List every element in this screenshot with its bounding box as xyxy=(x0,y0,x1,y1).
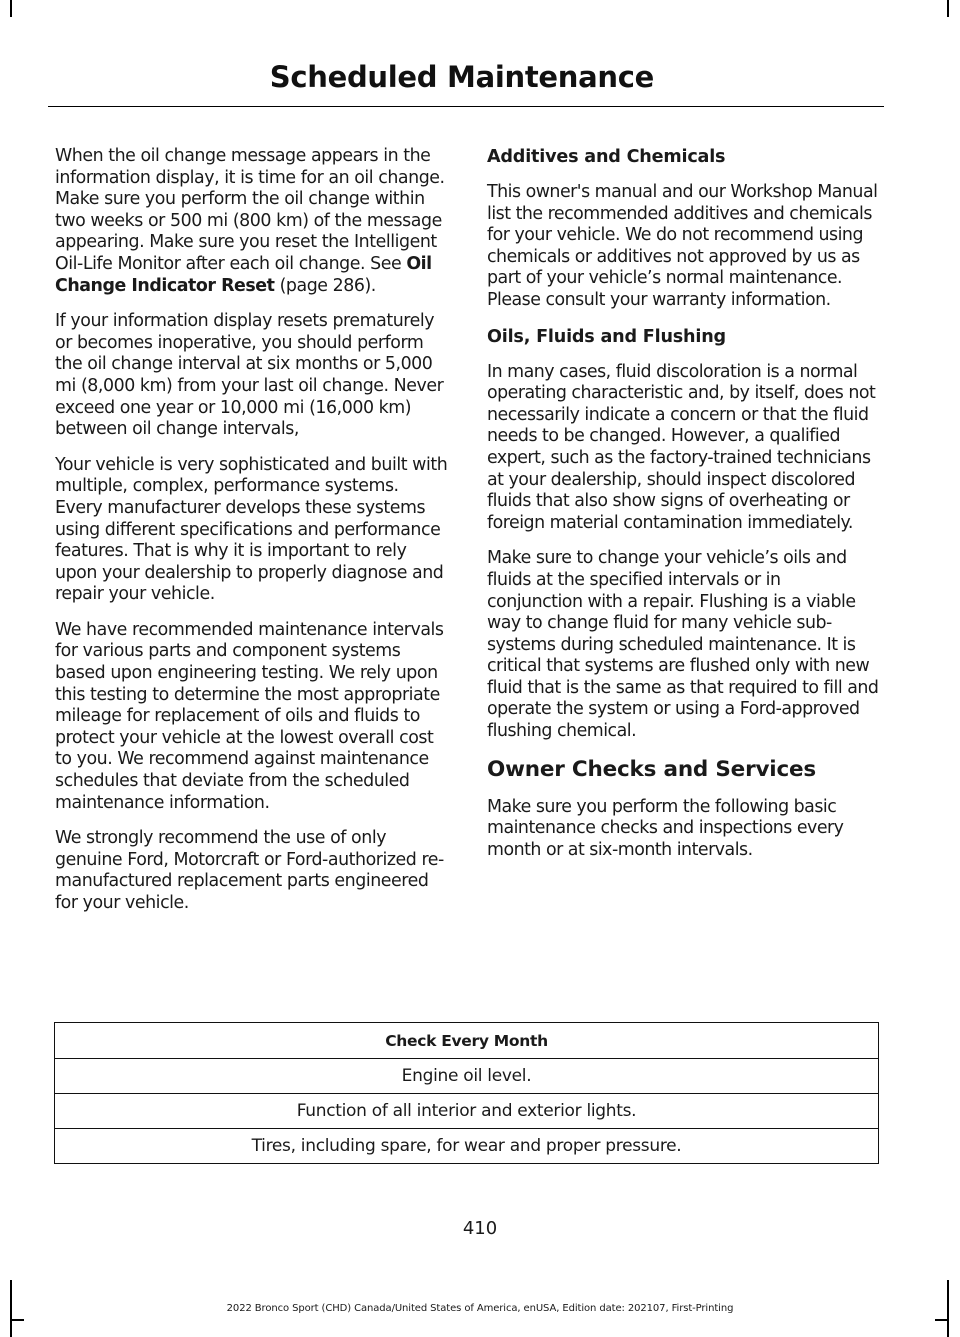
sophisticated-vehicle-paragraph: Your vehicle is very sophisticated and built with multiple, complex, performance systems. Every manufacturer develops these systems using different specifications and performance features. That is why it is important to rely upon your dealership to properly diagnose and repair your vehicle. xyxy=(55,454,448,605)
page-title: Scheduled Maintenance xyxy=(269,60,654,94)
oils-paragraph-1: In many cases, fluid discoloration is a normal operating characteristic and, by itself, does not necessarily indicate a concern or that the fluid needs to be changed. However, a qualified expert, such as the factory-trained technicians at your dealership, should inspect discolored fluids that also show signs of overheating or foreign material contamination immediately. xyxy=(487,361,876,533)
check-every-month-table xyxy=(54,1022,879,1164)
page-number: 410 xyxy=(462,1218,498,1239)
additives-paragraph: This owner's manual and our Workshop Manual list the recommended additives and chemicals for your vehicle. We do not recommend using chemicals or additives not approved by us as part of your vehicle’s normal maintenance. Please consult your warranty information. xyxy=(487,182,878,310)
crop-mark-top-right-v xyxy=(947,0,949,17)
display-reset-paragraph: If your information display resets prematurely or becomes inoperative, you should perform the oil change interval at six months or 5,000 mi (8,000 km) from your last oil change. Never exceed one year or 10,000 mi (16,000 km) between oil change intervals, xyxy=(55,311,444,440)
right-column xyxy=(487,146,879,875)
table-cell: Tires, including spare, for wear and proper pressure. xyxy=(55,1129,879,1164)
table-header-row xyxy=(55,1023,879,1059)
additives-heading: Additives and Chemicals xyxy=(487,147,726,167)
crop-mark-bottom-right-h xyxy=(935,1319,949,1321)
table-row xyxy=(55,1129,879,1164)
table-row xyxy=(55,1094,879,1129)
oils-heading: Oils, Fluids and Flushing xyxy=(487,326,726,347)
table-cell: Engine oil level. xyxy=(55,1059,879,1094)
owner-checks-paragraph: Make sure you perform the following basic maintenance checks and inspections every month or at six-month intervals. xyxy=(487,796,844,860)
maintenance-intervals-paragraph: We have recommended maintenance intervals for various parts and component systems based upon engineering testing. We rely upon this testing to determine the most appropriate mileage for replacement of oils and fluids to protect your vehicle at the lowest overall cost to you. We recommend against maintenance schedules that deviate from the scheduled maintenance information. xyxy=(55,619,444,813)
footer-edition-info: 2022 Bronco Sport (CHD) Canada/United States of America, enUSA, Edition date: 202107, First-Printing xyxy=(226,1303,734,1314)
crop-mark-bottom-left-h xyxy=(10,1319,24,1321)
table-row xyxy=(55,1059,879,1094)
genuine-parts-paragraph: We strongly recommend the use of only genuine Ford, Motorcraft or Ford-authorized re-manufactured replacement parts engineered for your vehicle. xyxy=(55,828,444,913)
oil-change-message-paragraph xyxy=(55,146,449,297)
oil-change-indicator-reset-link[interactable]: Oil Change Indicator Reset xyxy=(55,253,432,296)
oil-change-message-text: When the oil change message appears in the information display, it is time for an oil change. Make sure you perform the oil change within two weeks or 500 mi (800 km) of the message appearing. Make sure you reset the Intelligent Oil-Life Monitor after each oil change. See xyxy=(55,146,445,274)
header-divider xyxy=(48,106,884,107)
table-cell: Function of all interior and exterior lights. xyxy=(55,1094,879,1129)
oils-paragraph-2: Make sure to change your vehicle’s oils and fluids at the specified intervals or in conjunction with a repair. Flushing is a viable way to change fluid for many vehicle sub-systems during scheduled maintenance. It is critical that systems are flushed only with new fluid that is the same as that required to fill and operate the system or using a Ford-approved flushing chemical. xyxy=(487,548,879,742)
left-column xyxy=(55,146,449,929)
crop-mark-top-left-v xyxy=(10,0,12,17)
owner-checks-heading: Owner Checks and Services xyxy=(487,756,816,782)
table-header: Check Every Month xyxy=(55,1023,879,1059)
page-reference: (page 286). xyxy=(274,275,376,296)
